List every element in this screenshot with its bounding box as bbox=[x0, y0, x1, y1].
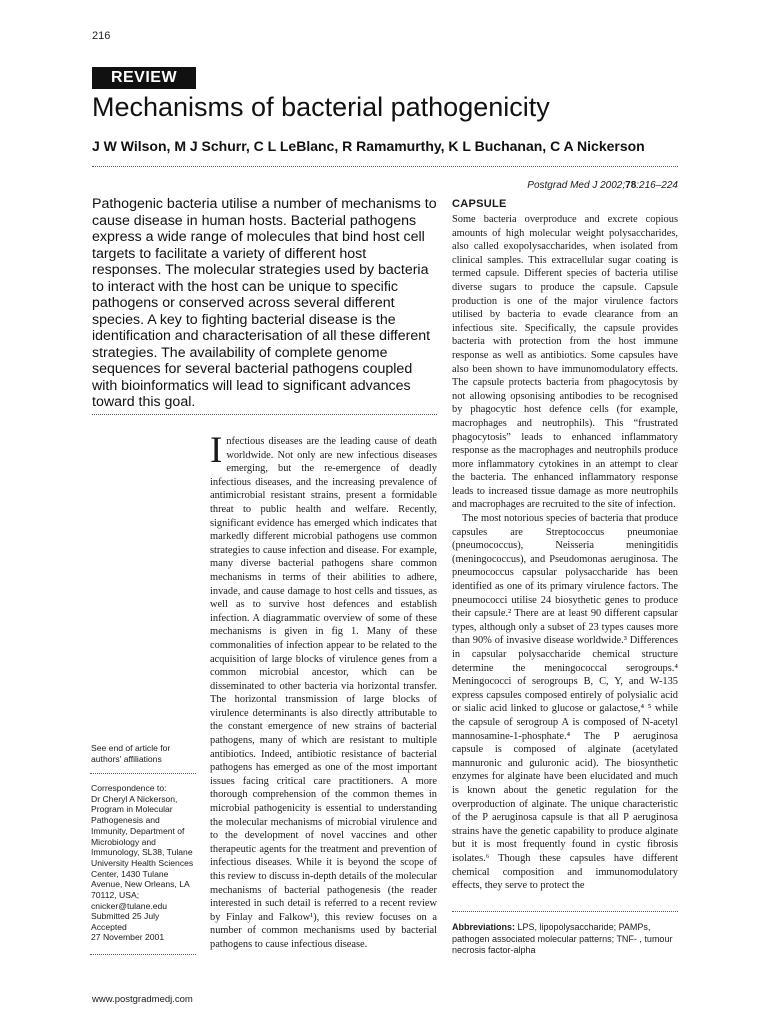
section-badge: REVIEW bbox=[92, 67, 196, 89]
abstract-divider bbox=[92, 414, 437, 415]
accepted-label: Accepted bbox=[91, 921, 127, 932]
page-number: 216 bbox=[92, 30, 111, 42]
correspondence-line: Pathogenesis and bbox=[91, 815, 160, 826]
footer-url: www.postgradmedj.com bbox=[92, 994, 193, 1005]
correspondence-line: University Health Sciences bbox=[91, 857, 194, 868]
correspondence-line: Immunity, Department of bbox=[91, 825, 185, 836]
submission-dates bbox=[91, 911, 201, 943]
citation-volume: 78 bbox=[625, 180, 637, 191]
correspondence-line: 70112, USA; bbox=[91, 890, 140, 901]
citation-year: 2002; bbox=[600, 180, 626, 191]
correspondence-line: Program in Molecular bbox=[91, 804, 173, 815]
abstract: Pathogenic bacteria utilise a number of mechanisms to cause disease in human hosts. Bacterial pathogens express a wide range of molecules that bind host cell targets to facilitate a variety of different host responses. The molecular strategies used by bacteria to interact with the host can be unique to specific pathogens or conserved across several different species. A key to fighting bacterial disease is the identification and characterisation of all these different strategies. The availability of complete genome sequences for several bacterial pathogens coupled with bioinformatics will lead to significant advances toward this goal. bbox=[92, 196, 437, 410]
citation-journal: Postgrad Med J bbox=[527, 180, 598, 191]
header-divider bbox=[92, 166, 678, 167]
abbreviations-label: Abbreviations: bbox=[452, 922, 516, 932]
capsule-section bbox=[452, 213, 678, 893]
article-title: Mechanisms of bacterial pathogenicity bbox=[92, 92, 550, 122]
introduction-text: nfectious diseases are the leading cause of death worldwide. Not only are new infectious diseases emerging, but the re-emergence of deadly infectious diseases, and the increasing prevalence of antimicrobial resistant strains, present a formidable threat to public health and welfare. Recently, significant evidence has emerged which indicates that markedly different microbial pathogens use common strategies to cause infection and disease. For example, many diverse bacterial pathogens share common mechanisms in terms of their abilities to adhere, invade, and cause damage to host cells and tissues, as well as to survive host defences and establish infection. A diagrammatic overview of some of these mechanisms is given in fig 1. Many of these commonalities of infection appear to be related to the acquisition of large blocks of virulence genes from a common microbial ancestor, which can be disseminated to other bacteria via horizontal transfer. The horizontal transmission of large blocks of virulence determinants is also directly attributable to the constant emergence of new strains of bacterial pathogens, many of which are resistant to multiple antibiotics. Indeed, antibiotic resistance of bacterial pathogens has emerged as one of the most important issues facing critical care practitioners. A more thorough comprehension of the common themes in microbial pathogenicity is essential to understanding the molecular mechanisms of microbial virulence and to the development of novel vaccines and other therapeutic agents for the treatment and prevention of infectious diseases. While it is beyond the scope of this review to discuss in-depth details of the molecular mechanisms of bacterial pathogenesis (the reader interested in such detail is referred to a recent review by Finlay and Falkow¹), this review focuses on a number of common mechanisms used by bacterial pathogens to cause infectious disease. bbox=[210, 436, 437, 950]
correspondence-line: Center, 1430 Tulane bbox=[91, 868, 169, 879]
drop-cap: I bbox=[210, 430, 223, 471]
journal-citation bbox=[420, 180, 678, 191]
correspondence-label: Correspondence to: bbox=[91, 783, 167, 793]
section-heading-capsule: CAPSULE bbox=[452, 198, 507, 210]
introduction-column bbox=[210, 430, 437, 952]
sidebar-divider-1 bbox=[90, 773, 196, 774]
correspondence-line: Immunology, SL38, Tulane bbox=[91, 847, 193, 858]
abbreviations-divider bbox=[452, 911, 678, 912]
correspondence-line: Avenue, New Orleans, LA bbox=[91, 879, 190, 890]
abbreviations-note bbox=[452, 922, 680, 957]
abbreviations-text: LPS, lipopolysaccharide; PAMPs, pathogen associated molecular patterns; TNF- , tumour necrosis factor-alpha bbox=[452, 922, 673, 955]
sidebar-divider-2 bbox=[90, 954, 196, 955]
correspondence-email: cnicker@tulane.edu bbox=[91, 900, 168, 911]
accepted-date: 27 November 2001 bbox=[91, 932, 165, 943]
capsule-paragraph-2: The most notorious species of bacteria that produce capsules are Streptococcus pneumoniae (pneumococcus), Neisseria meningitidis (meningococcus), and Pseudomonas aeruginosa. The pneumococcus capsular polysaccharide has been identified as one of its primary virulence factors. The pneumococci utilise 24 biosythetic genes to produce their capsule.² There are at least 90 different capsular types, although only a subset of 23 types causes more than 90% of invasive disease worldwide.³ Differences in capsular polysaccharide chemical structure determine the meningococcal serogroups.⁴ Meningococci of serogroups B, C, Y, and W-135 express capsules composed entirely of polysialic acid or sialic acid linked to glucose or galactose,⁴ ⁵ while the capsule of serogroup A is composed of N-acetyl mannosamine-1-phosphate.⁴ The P aeruginosa capsule is composed of alginate (acetylated mannuronic and guluronic acid). The biosynthetic enzymes for alginate have been elucidated and much is known about the genetic regulation for the overproduction of alginate. The unique characteristic of the P aeruginosa capsule is that all P aeruginosa strains have the genetic capability to produce alginate but it is most frequently found in cystic fibrosis isolates.⁶ Though these capsules have different chemical composition and immunomodulatory effects, they serve to protect the bbox=[452, 513, 678, 892]
correspondence-block bbox=[91, 783, 201, 911]
affiliations-note: See end of article for authors' affiliations bbox=[91, 743, 171, 764]
correspondence-line: Dr Cheryl A Nickerson, bbox=[91, 793, 178, 804]
correspondence-line: Microbiology and bbox=[91, 836, 156, 847]
citation-pages: :216–224 bbox=[636, 180, 678, 191]
submitted-date: Submitted 25 July bbox=[91, 911, 160, 921]
capsule-paragraph-1: Some bacteria overproduce and excrete copious amounts of high molecular weight polysaccharides, also called exopolysaccharides, when isolated from clinical samples. This extracellular sugar coating is termed capsule. Different species of bacteria utilise diverse sugars to produce the capsule. Capsule production is one of the major virulence factors utilised by bacteria to evade clearance from an infectious site. Specifically, the capsule provides bacteria with protection from the host immune response as well as antibiotics. Some capsules have also been shown to have immunomodulatory effects. The capsule protects bacteria from phagocytosis by not allowing opsonising antibodies to be recognised by phagocytic host defence cells (for example, macrophages and neutrophils). This “frustrated phagocytosis” leads to enhanced inflammatory response as the macrophages and neutrophils produce more inflammatory cytokines in an attempt to clear the bacteria. The enhanced inflammatory response leads to increased tissue damage as more neutrophils and macrophages are recruited to the site of infection. bbox=[452, 214, 678, 511]
author-list: J W Wilson, M J Schurr, C L LeBlanc, R Ramamurthy, K L Buchanan, C A Nickerson bbox=[92, 138, 645, 154]
